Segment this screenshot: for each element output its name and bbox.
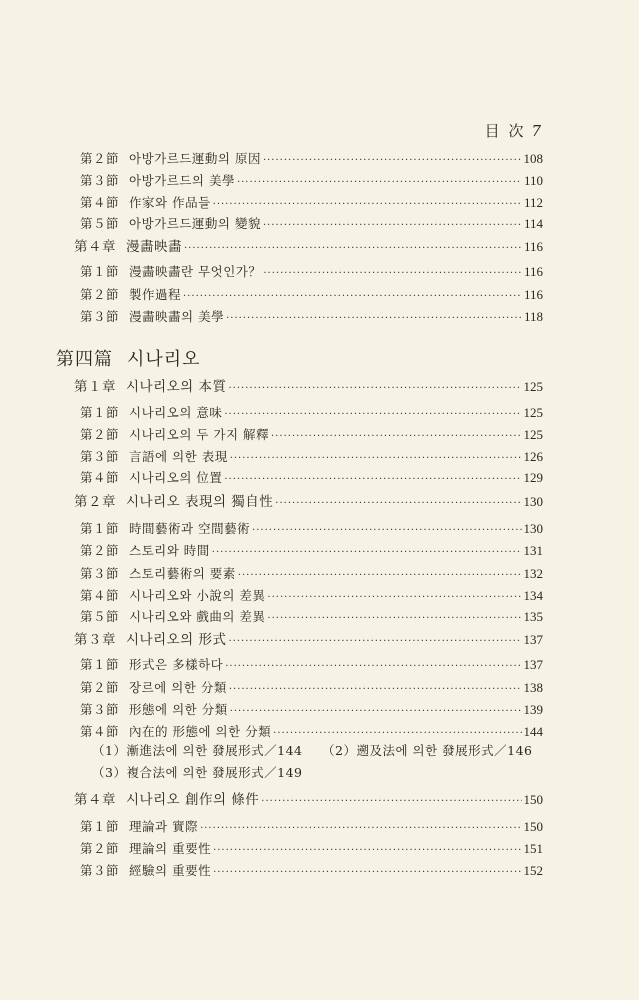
toc-entry-number: 第５節 — [80, 609, 120, 624]
toc-entry-number: 第４節 — [80, 588, 120, 603]
toc-entry-text: 言語에 의한 表現 — [129, 449, 228, 464]
toc-entry-title — [74, 238, 182, 256]
toc-entry-number: 第１章 — [74, 379, 116, 395]
toc-entry-title — [80, 679, 227, 697]
toc-page-number: 150 — [523, 792, 543, 807]
toc-entry-text: 시나리오의 두 가지 解釋 — [129, 427, 270, 442]
toc-chapter-row — [74, 631, 543, 651]
toc-section-row — [80, 448, 543, 468]
leader-dots — [263, 217, 522, 235]
toc-entry-number: 第２節 — [80, 427, 120, 442]
toc-page-number: 116 — [523, 264, 543, 279]
toc-entry-text: 理論과 實際 — [129, 819, 199, 834]
toc-entry-text: 아방가르드運動의 變貌 — [129, 216, 261, 231]
toc-section-row — [80, 426, 543, 446]
toc-section-row — [80, 404, 543, 424]
toc-entry-title — [74, 378, 227, 396]
toc-entry-title — [80, 308, 224, 326]
leader-dots — [183, 288, 522, 306]
toc-section-row — [80, 150, 543, 170]
header-page-number: 7 — [531, 122, 543, 140]
toc-page-number: 125 — [523, 427, 543, 442]
toc-entry-title — [74, 631, 227, 649]
toc-entry-title — [80, 656, 223, 674]
toc-entry-number: 第４章 — [74, 792, 116, 808]
leader-dots — [226, 310, 522, 328]
toc-chapter-row — [74, 493, 543, 513]
toc-page-number: 118 — [523, 309, 543, 324]
toc-entry-number: 第４節 — [80, 724, 120, 739]
toc-entry-title — [80, 172, 235, 190]
toc-entry-text: 理論의 重要性 — [129, 841, 212, 856]
toc-entry-number: 第３章 — [74, 632, 116, 648]
toc-page-number: 114 — [523, 216, 543, 231]
toc-entry-title — [80, 701, 228, 719]
toc-entry-text: 漫畵映畵란 무엇인가？ — [129, 264, 262, 279]
toc-page-number: 129 — [523, 470, 543, 485]
leader-dots — [275, 495, 521, 513]
part-label: 第四篇 — [56, 349, 113, 370]
toc-entry-text: 形式은 多樣하다 — [129, 657, 224, 672]
toc-entry-title — [80, 404, 222, 422]
toc-entry-title — [80, 448, 228, 466]
leader-dots — [271, 428, 521, 446]
toc-entry-number: 第１節 — [80, 657, 120, 672]
toc-entry-title — [80, 286, 181, 304]
leader-dots — [230, 703, 522, 721]
toc-entry-number: 第３節 — [80, 702, 120, 717]
toc-entry-text: 시나리오 創作의 條件 — [126, 792, 260, 808]
toc-entry-number: 第２節 — [80, 287, 120, 302]
toc-page-number: 132 — [523, 566, 543, 581]
leader-dots — [263, 265, 522, 283]
toc-entry-title — [80, 818, 198, 836]
leader-dots — [224, 471, 521, 489]
toc-chapter-row — [74, 791, 543, 811]
toc-entry-number: 第２節 — [80, 680, 120, 695]
toc-entry-number: 第２節 — [80, 151, 120, 166]
header-title: 目 次 — [484, 122, 526, 140]
part-heading — [56, 345, 201, 371]
leader-dots — [261, 793, 521, 811]
leader-dots — [225, 658, 521, 676]
toc-section-row — [80, 286, 543, 306]
toc-entry-text: 시나리오의 形式 — [126, 632, 227, 648]
toc-section-row — [80, 520, 543, 540]
leader-dots — [267, 589, 521, 607]
toc-entry-number: 第３節 — [80, 449, 120, 464]
toc-section-row — [80, 818, 543, 838]
toc-entry-text: 經驗의 重要性 — [129, 863, 212, 878]
toc-page-number: 134 — [523, 588, 543, 603]
toc-section-row — [80, 656, 543, 676]
toc-entry-title — [80, 542, 210, 560]
toc-section-row — [80, 172, 543, 192]
toc-entry-title — [80, 862, 211, 880]
toc-chapter-row — [74, 378, 543, 398]
leader-dots — [263, 152, 522, 170]
toc-entry-title — [80, 263, 261, 281]
leader-dots — [229, 633, 522, 651]
toc-entry-number: 第３節 — [80, 309, 120, 324]
toc-page-number: 130 — [523, 494, 543, 509]
leader-dots — [213, 842, 521, 860]
toc-entry-number: 第１節 — [80, 819, 120, 834]
toc-section-row — [80, 701, 543, 721]
toc-entry-text: 시나리오와 小說의 差異 — [129, 588, 266, 603]
toc-page-number: 152 — [523, 863, 543, 878]
toc-entry-number: 第３節 — [80, 173, 120, 188]
toc-entry-number: 第４章 — [74, 239, 116, 255]
toc-entry-number: 第１節 — [80, 264, 120, 279]
toc-entry-text: 시나리오의 位置 — [129, 470, 223, 485]
toc-page-number: 126 — [523, 449, 543, 464]
toc-entry-text: 時間藝術과 空間藝術 — [129, 521, 251, 536]
toc-entry-text: 製作過程 — [129, 287, 182, 302]
toc-page-number: 139 — [523, 702, 543, 717]
toc-page-number: 130 — [523, 521, 543, 536]
toc-entry-text: 아방가르드運動의 原因 — [129, 151, 261, 166]
toc-page-number: 138 — [523, 680, 543, 695]
toc-entry-text: 漫畵映畵의 美學 — [129, 309, 225, 324]
toc-page-number: 110 — [523, 173, 543, 188]
toc-page-number: 116 — [523, 239, 543, 254]
toc-page-number: 131 — [523, 543, 543, 558]
leader-dots — [213, 864, 521, 882]
toc-entry-title — [80, 723, 271, 741]
toc-chapter-row — [74, 238, 543, 258]
toc-entry-title — [74, 791, 259, 809]
toc-page-number: 112 — [523, 195, 543, 210]
toc-entry-text: 시나리오와 戲曲의 差異 — [129, 609, 266, 624]
toc-entry-number: 第３節 — [80, 566, 120, 581]
toc-entry-text: 아방가르드의 美學 — [129, 173, 235, 188]
leader-dots — [267, 610, 521, 628]
toc-entry-number: 第２節 — [80, 841, 120, 856]
toc-entry-number: 第１節 — [80, 521, 120, 536]
toc-page-number: 108 — [523, 151, 543, 166]
toc-entry-number: 第３節 — [80, 863, 120, 878]
toc-entry-title — [80, 565, 236, 583]
toc-entry-text: 스토리藝術의 要素 — [129, 566, 236, 581]
toc-entry-text: 시나리오 表現의 獨自性 — [126, 494, 274, 510]
leader-dots — [212, 544, 522, 562]
toc-entry-text: 形態에 의한 分類 — [129, 702, 228, 717]
toc-section-row — [80, 565, 543, 585]
toc-entry-title — [80, 150, 261, 168]
leader-dots — [224, 406, 521, 424]
leader-dots — [237, 174, 522, 192]
toc-entry-number: 第５節 — [80, 216, 120, 231]
toc-entry-title — [80, 469, 222, 487]
toc-section-row — [80, 263, 543, 283]
toc-entry-title — [80, 608, 265, 626]
toc-subitem: （2）遡及法에 의한 發展形式／146 — [322, 743, 533, 758]
leader-dots — [200, 820, 521, 838]
toc-entry-title — [80, 426, 269, 444]
toc-page-number: 137 — [523, 657, 543, 672]
toc-page-number: 116 — [523, 287, 543, 302]
toc-entry-text: 스토리와 時間 — [129, 543, 210, 558]
toc-section-row — [80, 587, 543, 607]
toc-entry-title — [80, 840, 211, 858]
toc-subitem: （3）複合法에 의한 發展形式／149 — [92, 765, 303, 780]
toc-section-row — [80, 308, 543, 328]
leader-dots — [230, 450, 522, 468]
toc-entry-number: 第４節 — [80, 470, 120, 485]
toc-page-number: 135 — [523, 609, 543, 624]
toc-entry-title — [80, 194, 211, 212]
toc-page-number: 150 — [523, 819, 543, 834]
toc-page-number: 151 — [523, 841, 543, 856]
toc-page-number: 137 — [523, 632, 543, 647]
toc-entry-text: 시나리오의 意味 — [129, 405, 223, 420]
toc-entry-number: 第４節 — [80, 195, 120, 210]
toc-entry-text: 作家와 作品들 — [129, 195, 211, 210]
toc-section-row — [80, 542, 543, 562]
toc-page-number: 125 — [523, 405, 543, 420]
leader-dots — [238, 567, 522, 585]
toc-entry-number: 第２章 — [74, 494, 116, 510]
toc-page-number: 144 — [523, 724, 543, 739]
toc-section-row — [80, 608, 543, 628]
toc-section-row — [80, 862, 543, 882]
toc-entry-title — [80, 520, 250, 538]
leader-dots — [229, 380, 522, 398]
toc-entry-text: 장르에 의한 分類 — [129, 680, 227, 695]
toc-page-number: 125 — [523, 379, 543, 394]
toc-entry-number: 第１節 — [80, 405, 120, 420]
toc-entry-text: 漫畵映畵 — [126, 239, 182, 255]
toc-entry-title — [80, 215, 261, 233]
toc-entry-text: 內在的 形態에 의한 分類 — [129, 724, 272, 739]
leader-dots — [213, 196, 522, 214]
toc-subitem: （1）漸進法에 의한 發展形式／144 — [92, 743, 303, 758]
running-header — [485, 120, 543, 141]
toc-section-row — [80, 679, 543, 699]
leader-dots — [252, 522, 521, 540]
leader-dots — [229, 681, 522, 699]
leader-dots — [184, 240, 522, 258]
toc-entry-title — [74, 493, 273, 511]
toc-section-row — [80, 840, 543, 860]
toc-section-row — [80, 469, 543, 489]
toc-section-row — [80, 194, 543, 214]
toc-entry-number: 第２節 — [80, 543, 120, 558]
toc-section-row — [80, 723, 543, 743]
toc-section-row — [80, 215, 543, 235]
part-title: 시나리오 — [127, 349, 201, 370]
toc-entry-title — [80, 587, 265, 605]
toc-entry-text: 시나리오의 本質 — [126, 379, 227, 395]
